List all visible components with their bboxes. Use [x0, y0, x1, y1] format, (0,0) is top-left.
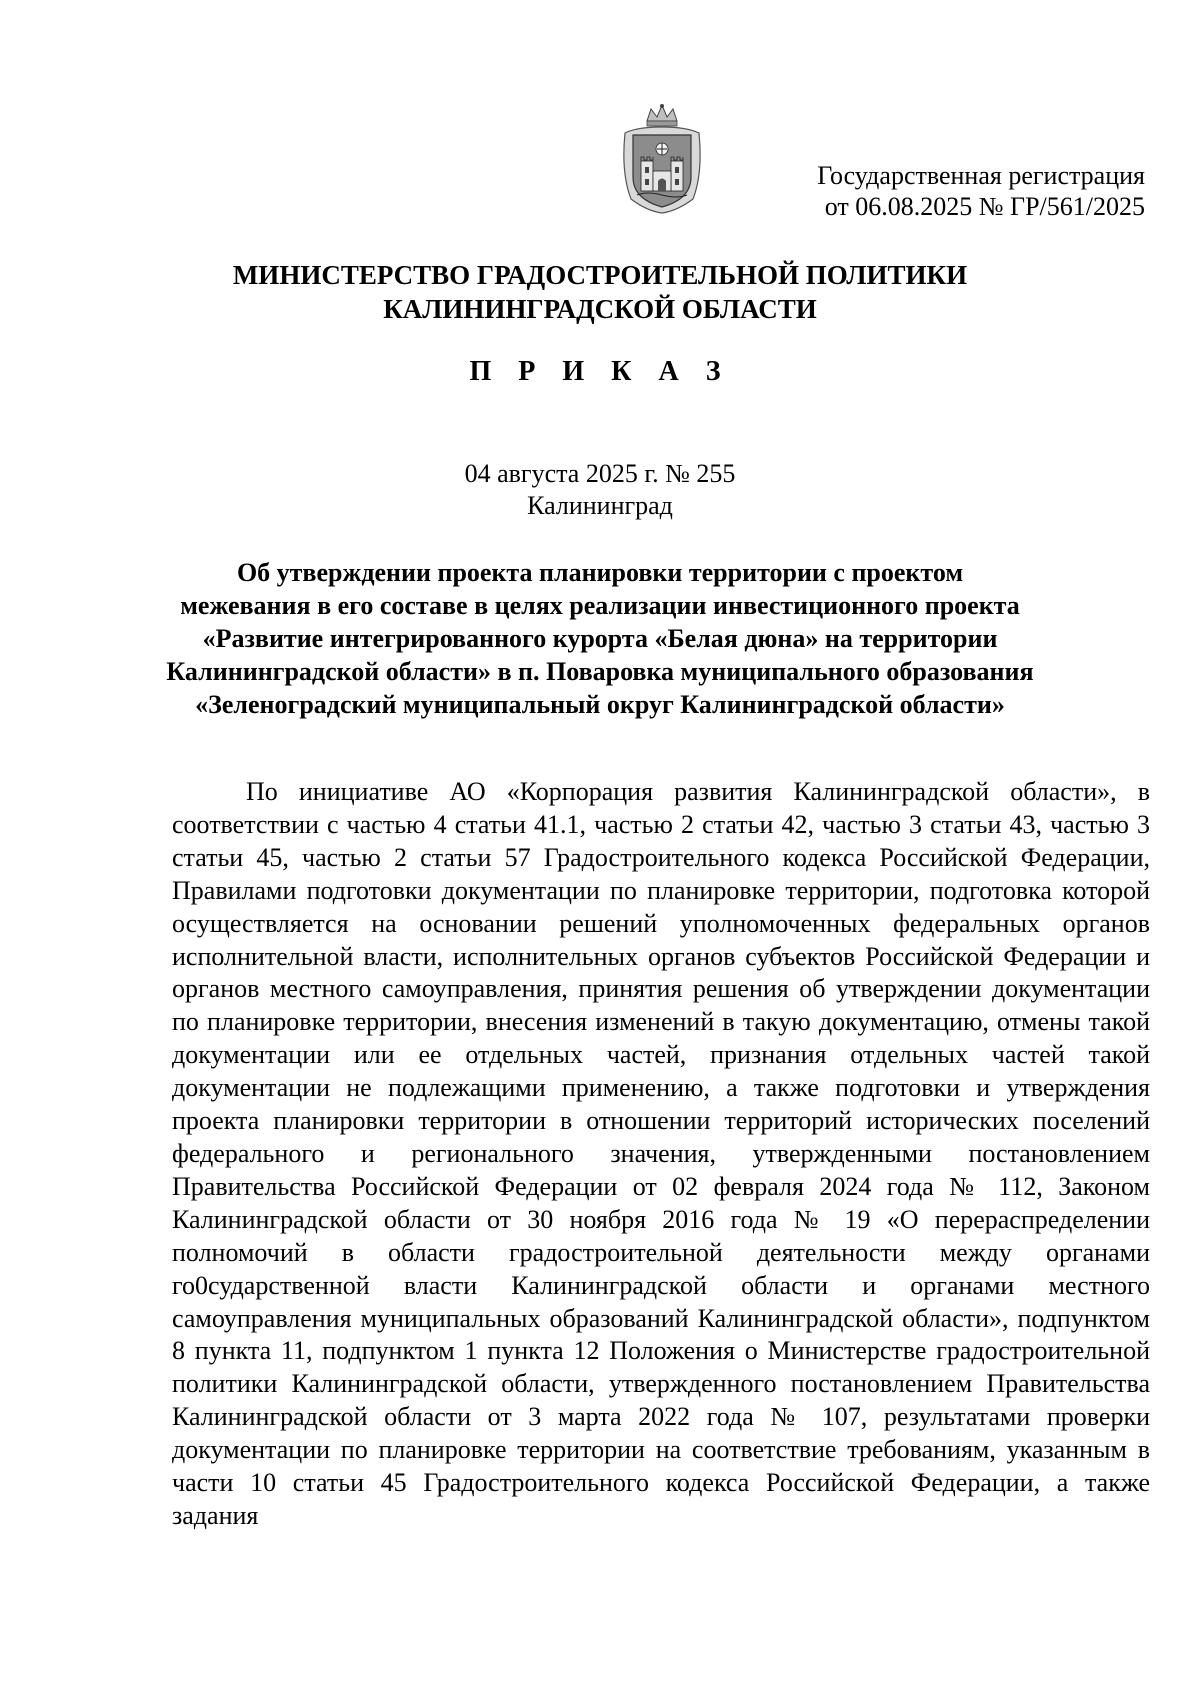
document-type-title: П Р И К А З — [469, 356, 731, 387]
subject-line: Калининградской области» в п. Поваровка муниципального образования — [166, 657, 1034, 686]
coat-of-arms-emblem — [617, 103, 707, 215]
ministry-name-line2: КАЛИНИНГРАДСКОЙ ОБЛАСТИ — [383, 294, 817, 324]
subject-line: «Развитие интегрированного курорта «Белая дюна» на территории — [202, 624, 998, 653]
order-date-block — [0, 458, 1200, 522]
body-paragraph: По инициативе АО «Корпорация развития Калининградской области», в соответствии с частью 4 статьи 41.1, частью 2 статьи 42, частью 3 статьи 43, частью 3 статьи 45, частью 2 статьи 57 Градостроительного кодекса Российской Федерации, Правилами подготовки документации по планировке территории, подготовка которой осуществляется на основании решений уполномоченных федеральных органов исполнительной власти, исполнительных органов субъектов Российской Федерации и органов местного самоуправления, принятия решения об утверждении документации по планировке территории, внесения изменений в такую документацию, отмены такой документации или ее отдельных частей, признания отдельных частей такой документации не подлежащими применению, а также подготовки и утверждения проекта планировки территории в отношении территорий исторических поселений федерального и регионального значения, утвержденными постановлением Правительства Российской Федерации от 02 февраля 2024 года № 112, Законом Калининградской области от 30 ноября 2016 года № 19 «О перераспределении полномочий в области градостроительной деятельности между органами го0сударственной власти Калининградской области и органами местного самоуправления муниципальных образований Калининградской области», подпунктом 8 пункта 11, подпунктом 1 пункта 12 Положения о Министерстве градостроительной политики Калининградской области, утвержденного постановлением Правительства Калининградской области от 3 марта 2022 года № 107, результатами проверки документации по планировке территории на соответствие требованиям, указанным в части 10 статьи 45 Градостроительного кодекса Российской Федерации, а также задания — [172, 777, 1150, 1530]
order-date-number: 04 августа 2025 г. № 255 — [464, 459, 736, 488]
registration-label: Государственная регистрация — [817, 161, 1145, 190]
ministry-name-line1: МИНИСТЕРСТВО ГРАДОСТРОИТЕЛЬНОЙ ПОЛИТИКИ — [232, 260, 968, 290]
registration-number: от 06.08.2025 № ГР/561/2025 — [824, 192, 1145, 221]
coat-of-arms-icon — [617, 103, 707, 215]
subject-line: «Зеленоградский муниципальный округ Калининградской области» — [195, 690, 1005, 719]
state-registration-stamp — [817, 160, 1145, 222]
order-city: Калининград — [527, 491, 673, 520]
subject-line: Об утверждении проекта планировки территории с проектом — [236, 558, 964, 587]
subject-line: межевания в его составе в целях реализации инвестиционного проекта — [180, 591, 1020, 620]
ministry-name — [0, 258, 1200, 326]
order-subject — [150, 556, 1050, 721]
